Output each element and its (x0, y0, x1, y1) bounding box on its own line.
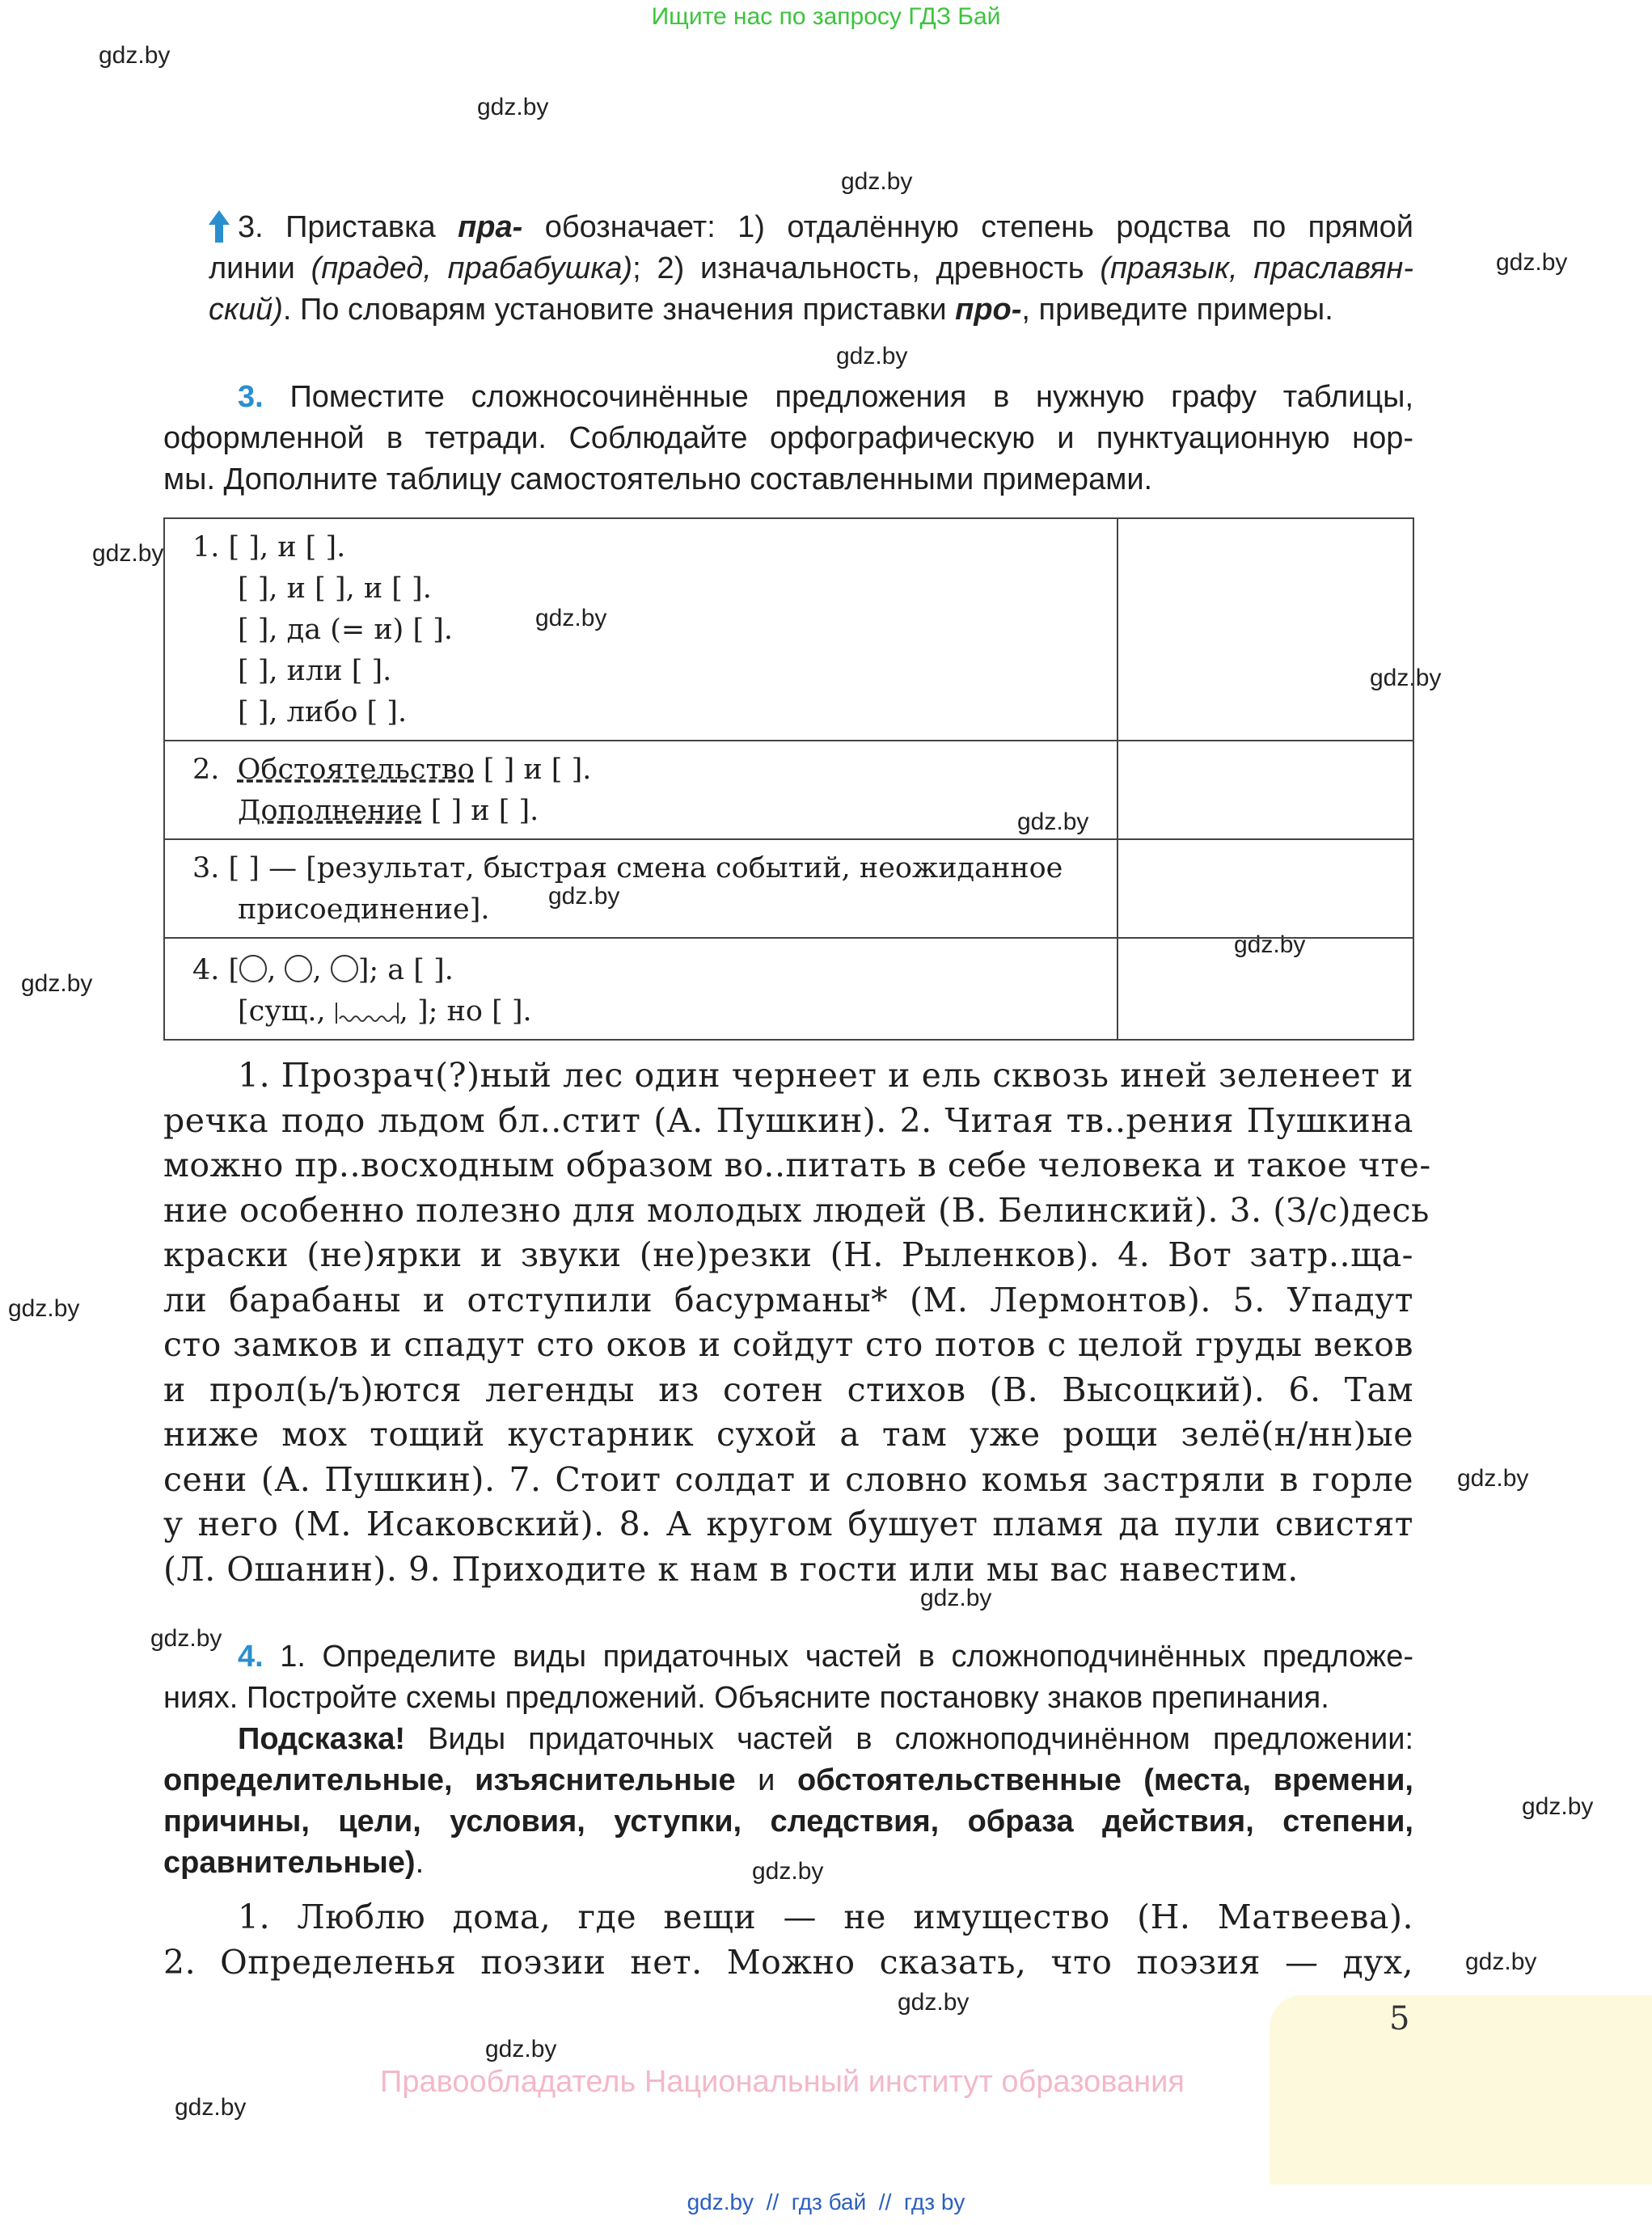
text-line: сени (А. Пушкин). 7. Стоит солдат и словно комья застряли в горле (163, 1459, 1413, 1499)
text-line: 1. Люблю дома, где вещи — не имущество (Н. Матвеева). (238, 1898, 1413, 1936)
scheme-line: Дополнение [ ] и [ ]. (238, 795, 539, 827)
watermark: gdz.by (836, 343, 908, 369)
watermark: gdz.by (8, 1295, 80, 1322)
task4-hint-line4: сравнительные). (163, 1846, 425, 1880)
watermark: gdz.by (1457, 1465, 1529, 1492)
text-line: краски (не)ярки и звуки (не)резки (Н. Рыленков). 4. Вот затр..ща- (163, 1235, 1413, 1274)
exercise-text-2 (163, 1895, 1413, 1985)
scheme-line: [ ], и [ ], и [ ]. (238, 572, 432, 605)
scheme-table (163, 517, 1414, 1041)
watermark: gdz.by (175, 2094, 247, 2121)
task4-line2: ниях. Постройте схемы предложений. Объясните постановку знаков препинания. (163, 1681, 1329, 1715)
watermark: gdz.by (99, 42, 171, 69)
task3-line1: 3. Поместите сложносочинённые предложения в нужную графу таблицы, (238, 380, 1413, 414)
text-line: (Л. Ошанин). 9. Приходите к нам в гости или мы вас навестим. (163, 1549, 1299, 1589)
table-row3-scheme (164, 839, 1118, 938)
text-line: у него (М. Исаковский). 8. А кругом бушует пламя да пули свистят (163, 1505, 1413, 1543)
copyright-holder: Правообладатель Национальный институт образования (380, 2065, 1185, 2099)
text-line: ние особенно полезно для молодых людей (В. Белинский). 3. (З/с)десь (163, 1190, 1430, 1230)
text-line: и прол(ь/ъ)ются легенды из сотен стихов (В. Высоцкий). 6. Там (163, 1370, 1413, 1409)
task4 (163, 1636, 1413, 1884)
page-corner (1270, 1995, 1652, 2185)
scheme-line: [сущ., , ]; но [ ]. (238, 995, 532, 1028)
exercise-text (163, 1053, 1431, 1592)
scheme-line: [ ], или [ ]. (238, 655, 392, 687)
task-extra-line3: ский). По словарям установите значения приставки про-, приведите примеры. (209, 293, 1333, 327)
top-banner: Ищите нас по запросу ГДЗ Бай (651, 3, 1001, 30)
circle-icon (239, 955, 267, 982)
watermark: gdz.by (898, 1989, 970, 2016)
watermark: gdz.by (535, 605, 607, 631)
table-row1-answer (1118, 518, 1413, 741)
scheme-line: 1. [ ], и [ ]. (192, 531, 346, 564)
text-line: ниже мох тощий кустарник сухой а там уже рощи зелё(н/нн)ые (163, 1415, 1413, 1454)
task4-hint-line3: причины, цели, условия, уступки, следствия, образа действия, степени, (163, 1805, 1413, 1839)
circle-icon (285, 955, 312, 982)
scheme-line: присоединение]. (238, 893, 490, 926)
watermark: gdz.by (1370, 665, 1442, 691)
text-line: ли барабаны и отступили басурманы* (М. Лермонтов). 5. Упадут (163, 1280, 1413, 1319)
scheme-line: 4. [ , , ]; а [ ]. (192, 954, 454, 986)
watermark: gdz.by (752, 1858, 824, 1885)
table-row4-answer (1118, 938, 1413, 1040)
circle-icon (331, 955, 358, 982)
table-row2-answer (1118, 741, 1413, 839)
text-line: можно пр..восходным образом во..питать в себе человека и такое чте- (163, 1146, 1431, 1184)
task-extra-line1: 3. Приставка пра- обозначает: 1) отдалённую степень родства по прямой (238, 210, 1414, 244)
task-extra-line2: линии (прадед, прабабушка); 2) изначальность, древность (праязык, праславян- (209, 251, 1413, 285)
scheme-line: [ ], либо [ ]. (238, 696, 408, 728)
watermark: gdz.by (1465, 1948, 1537, 1975)
watermark: gdz.by (1017, 809, 1089, 835)
table-row3-answer (1118, 839, 1413, 938)
table-row1-scheme (164, 518, 1118, 741)
watermark: gdz.by (485, 2036, 557, 2062)
watermark: gdz.by (548, 883, 620, 910)
page-number: 5 (1389, 2000, 1410, 2037)
bottom-links[interactable]: gdz.by // гдз бай // гдз by (687, 2189, 965, 2214)
watermark: gdz.by (1234, 931, 1306, 958)
task3-line3: мы. Дополните таблицу самостоятельно составленными примерами. (163, 462, 1153, 496)
watermark: gdz.by (1522, 1793, 1594, 1820)
text-line: 2. Определенья поэзии нет. Можно сказать, что поэзия — дух, (163, 1942, 1413, 1982)
watermark: gdz.by (477, 94, 549, 120)
scheme-line: [ ], да (= и) [ ]. (238, 614, 454, 646)
scheme-line: 2. Обстоятельство [ ] и [ ]. (192, 754, 592, 786)
text-line: 1. Прозрач(?)ный лес один чернеет и ель сквозь иней зеленеет и (238, 1056, 1413, 1095)
task4-hint-line1: Подсказка! Виды придаточных частей в сложноподчинённом предложении: (238, 1722, 1413, 1756)
watermark: gdz.by (21, 970, 93, 997)
watermark: gdz.by (92, 540, 164, 567)
task4-hint-line2: определительные, изъяснительные и обстоятельственные (места, времени, (163, 1763, 1413, 1797)
scheme-line: 3. [ ] — [результат, быстрая смена событий, неожиданное (192, 852, 1063, 885)
text-line: сто замков и спадут сто оков и сойдут сто потов с целой груды веков (163, 1325, 1413, 1364)
text-line: речка подо льдом бл..стит (А. Пушкин). 2. Читая тв..рения Пушкина (163, 1100, 1413, 1140)
wavy-underline-icon (335, 996, 399, 1020)
task4-line1: 4. 1. Определите виды придаточных частей в сложноподчинённых предложе- (238, 1640, 1414, 1674)
watermark: gdz.by (150, 1625, 222, 1652)
watermark: gdz.by (841, 168, 913, 195)
task3 (163, 377, 1413, 500)
task-extra (209, 207, 1413, 331)
task3-line2: оформленной в тетради. Соблюдайте орфографическую и пунктуационную нор- (163, 421, 1413, 455)
watermark: gdz.by (920, 1585, 992, 1611)
table-row2-scheme (164, 741, 1118, 839)
watermark: gdz.by (1496, 249, 1568, 276)
table-row4-scheme (164, 938, 1118, 1040)
